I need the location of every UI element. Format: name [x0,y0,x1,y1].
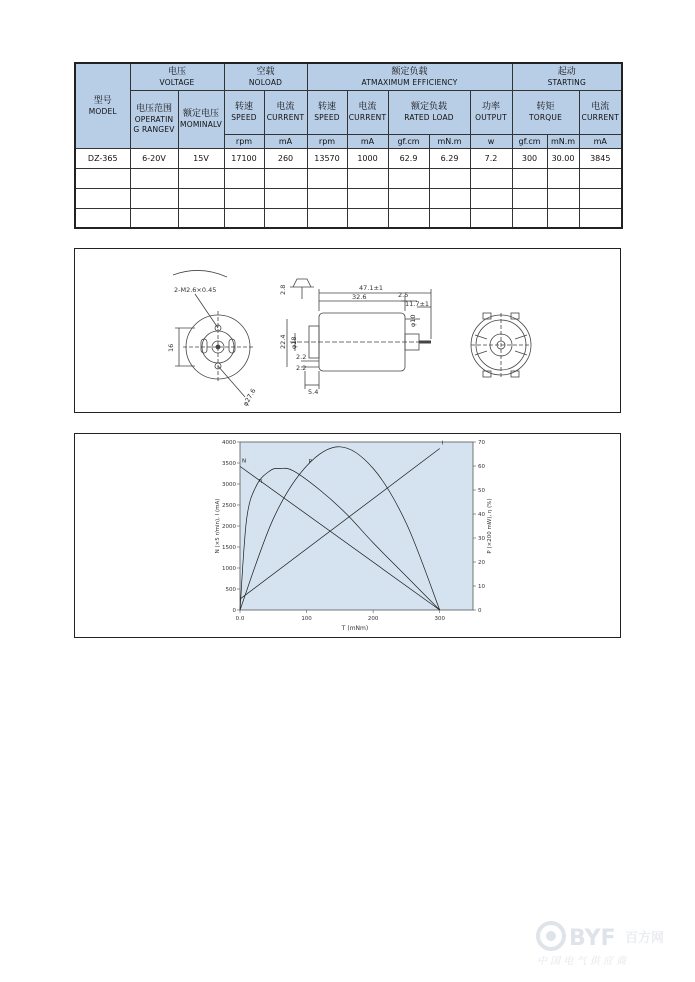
dim-27-6: φ27.6 [241,387,258,408]
right-tick-label: 30 [478,536,485,542]
output-header: 功率 OUTPUT [470,90,512,134]
model-cell: DZ-365 [75,148,130,168]
dim-11-7: 11.7±1 [405,300,430,308]
unit-cell: rpm [307,134,347,148]
right-tick-label: 10 [478,584,485,590]
eff-current-header: 电流 CURRENT [347,90,388,134]
dim-16: 16 [167,343,175,352]
watermark-brand-zh: 百方网 [625,931,665,946]
table-cell: 300 [512,148,547,168]
dim-2-2b: 2.2 [296,364,307,372]
watermark-logo [535,918,685,970]
rated-voltage-header: 额定电压 MOMINALV [178,90,224,148]
table-row-empty [75,188,622,208]
efficiency-header: 额定负载 ATMAXIMUM EFFICIENCY [307,63,512,90]
left-tick-label: 1500 [222,545,236,551]
noload-header: 空载 NOLOAD [224,63,307,90]
dim-47-1: 47.1±1 [359,284,384,292]
starting-header: 起动 STARTING [512,63,622,90]
torque-header: 转矩 TORQUE [512,90,579,134]
table-cell: 15V [178,148,224,168]
dim-holes: 2-M2.6×0.45 [174,286,217,294]
dim-22-4: 22.4 [279,334,287,349]
table-cell: 62.9 [388,148,429,168]
table-cell: 17100 [224,148,264,168]
left-axis-label: N (×5 r/min), I (mA) [215,498,221,554]
right-tick-label: 60 [478,464,485,470]
unit-cell: mA [579,134,622,148]
table-cell: 3845 [579,148,622,168]
right-tick-label: 0 [478,608,482,614]
dim-2-2a: 2.2 [296,353,307,361]
left-tick-label: 0 [232,608,236,614]
rated-load-header: 额定负载 RATED LOAD [388,90,470,134]
table-cell: 6.29 [429,148,470,168]
x-tick-label: 200 [367,616,379,622]
series-label: η [258,478,263,485]
model-header: 型号 MODEL [75,63,130,148]
unit-cell: mA [264,134,307,148]
watermark-brand: BYF [569,926,616,951]
unit-cell: w [470,134,512,148]
series-label: P [308,459,312,465]
x-tick-label: 100 [301,616,312,622]
right-tick-label: 70 [478,440,485,446]
noload-speed-header: 转速 SPEED [224,90,264,134]
unit-cell: mN.m [547,134,579,148]
start-current-header: 电流 CURRENT [579,90,622,134]
watermark-tagline: 中 国 电 气 供 应 商 [537,956,627,967]
unit-cell: rpm [224,134,264,148]
left-tick-label: 1000 [222,566,236,572]
left-tick-label: 2500 [222,503,236,509]
right-axis-label: P (×200 mW), η (%) [487,498,493,554]
table-cell: 7.2 [470,148,512,168]
right-tick-label: 20 [478,560,485,566]
dim-2-8: 2.8 [279,284,287,295]
unit-cell: gf.cm [512,134,547,148]
dim-32-6: 32.6 [352,293,367,301]
x-axis-label: T (mNm) [341,625,369,632]
left-tick-label: 2000 [222,524,236,530]
spec-table [74,62,623,229]
dim-5-4: 5.4 [308,388,319,396]
left-tick-label: 500 [225,587,236,593]
dim-d10: φ10 [409,314,417,327]
voltage-header: 电压 VOLTAGE [130,63,224,90]
performance-chart [75,434,619,636]
noload-current-header: 电流 CURRENT [264,90,307,134]
watermark [535,918,685,970]
table-row-empty [75,168,622,188]
series-label: N [242,458,247,465]
end-view-rear [471,313,531,377]
range-header: 电压范围 OPERATIN G RANGEV [130,90,178,148]
eff-speed-header: 转速 SPEED [307,90,347,134]
table-cell: 30.00 [547,148,579,168]
plot-area [240,442,473,610]
table-cell: 1000 [347,148,388,168]
table-cell: 6-20V [130,148,178,168]
table-cell: 260 [264,148,307,168]
left-tick-label: 4000 [222,440,236,446]
right-tick-label: 40 [478,512,485,518]
table-cell: 13570 [307,148,347,168]
unit-cell: mA [347,134,388,148]
dimension-drawing [75,249,619,411]
x-tick-label: 300 [434,616,445,622]
unit-cell: gf.cm [388,134,429,148]
left-tick-label: 3500 [222,461,236,467]
table-row [75,148,622,168]
dim-2-5: 2.5 [398,291,409,299]
x-tick-label: 0.0 [235,616,245,622]
right-tick-label: 50 [478,488,485,494]
left-tick-label: 3000 [222,482,236,488]
performance-chart-panel [74,433,621,638]
dimension-drawing-panel [74,248,621,413]
unit-cell: mN.m [429,134,470,148]
series-label: I [441,440,444,447]
dim-d18: φ18 [290,336,298,349]
table-row-empty [75,208,622,228]
